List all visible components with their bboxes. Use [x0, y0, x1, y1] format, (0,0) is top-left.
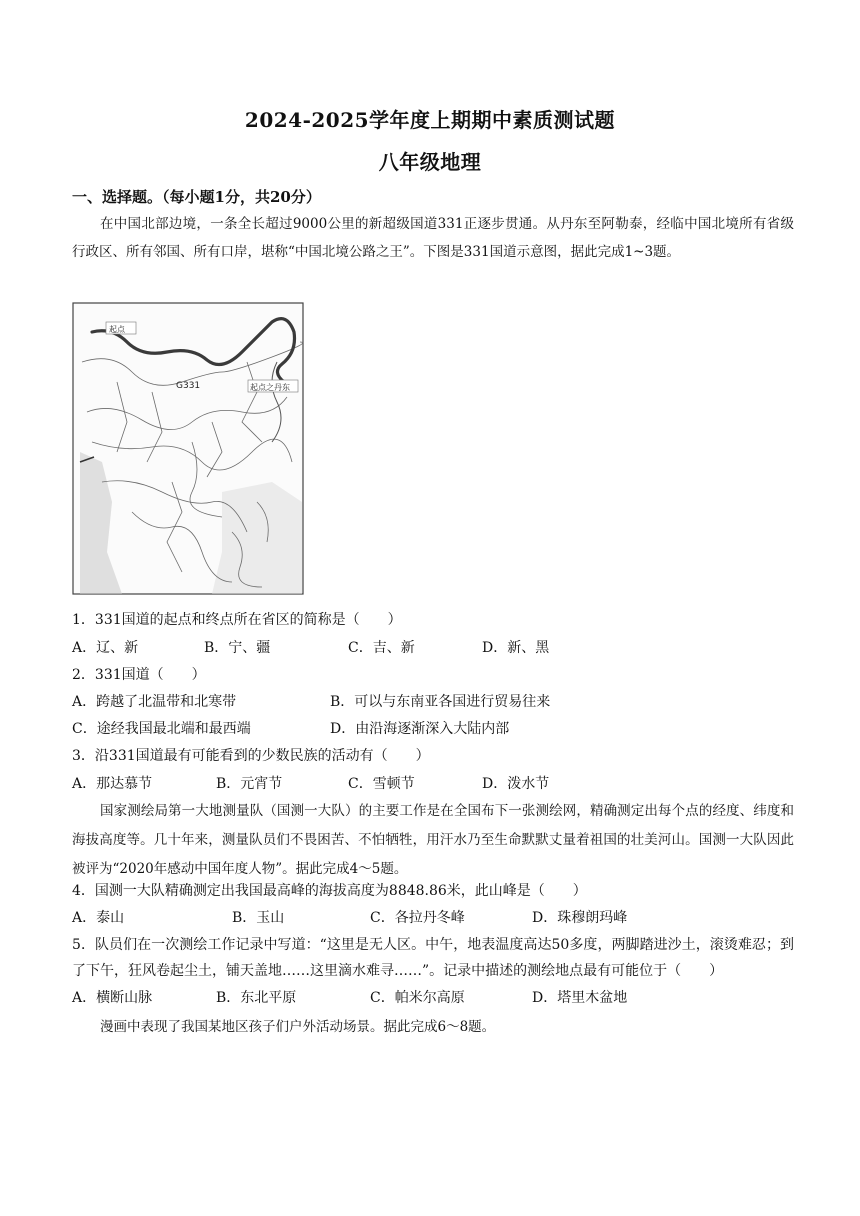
q5-option-c[interactable]: C．帕米尔高原 [370, 990, 465, 1006]
exam-title: 2024-2025学年度上期期中素质测试题 [244, 108, 616, 132]
q1-option-c[interactable]: C．吉、新 [348, 640, 415, 656]
question-3: 3．沿331国道最有可能看到的少数民族的活动有（ ） [72, 748, 430, 764]
passage-3: 漫画中表现了我国某地区孩子们户外活动场景。据此完成6～8题。 [100, 1019, 496, 1035]
passage-2: 国家测绘局第一大地测量队（国测一大队）的主要工作是在全国布下一张测绘网，精确测定出每个点的经度、纬度和海拔高度等。几十年来，测量队员们不畏困苦、不怕牺牲，用汗水乃至生命默默丈量着祖国的壮美河山。国测一大队因此被评为“2020年感动中国年度人物”。据此完成4～5题。 [72, 803, 794, 877]
question-4: 4．国测一大队精确测定出我国最高峰的海拔高度为8848.86米，此山峰是（ ） [72, 883, 587, 899]
g331-route-map [72, 302, 304, 595]
q1-option-b[interactable]: B．宁、疆 [204, 640, 271, 656]
q2-option-a[interactable]: A．跨越了北温带和北寒带 [72, 694, 237, 710]
question-5: 5．队员们在一次测绘工作记录中写道：“这里是无人区。中午，地表温度高达50多度，两脚踏进沙土，滚烫难忍；到了下午，狂风卷起尘土，铺天盖地……这里滴水难寻……”。记录中描述的测绘地点最有可能位于（ ） [72, 937, 794, 979]
passage-1: 在中国北部边境，一条全长超过9000公里的新超级国道331正逐步贯通。从丹东至阿勒泰，经临中国北境所有省级行政区、所有邻国、所有口岸，堪称“中国北境公路之王”。下图是331国道示意图，据此完成1~3题。 [72, 216, 794, 260]
q4-option-c[interactable]: C．各拉丹冬峰 [370, 910, 465, 926]
q5-option-d[interactable]: D．塔里木盆地 [532, 990, 628, 1006]
q3-option-b[interactable]: B．元宵节 [216, 776, 283, 792]
q1-option-a[interactable]: A．辽、新 [72, 640, 139, 656]
q4-option-b[interactable]: B．玉山 [232, 910, 285, 926]
map-label-start: 起点 [109, 325, 125, 334]
sea-shade-east [212, 482, 302, 594]
q2-option-d[interactable]: D．由沿海逐渐深入大陆内部 [330, 721, 510, 737]
question-1: 1．331国道的起点和终点所在省区的简称是（ ） [72, 612, 402, 628]
q5-option-b[interactable]: B．东北平原 [216, 990, 297, 1006]
q2-option-b[interactable]: B．可以与东南亚各国进行贸易往来 [330, 694, 551, 710]
q1-option-d[interactable]: D．新、黑 [482, 640, 550, 656]
exam-subtitle: 八年级地理 [378, 150, 482, 174]
map-label-end: 起点之丹东 [250, 383, 290, 392]
q2-option-c[interactable]: C．途经我国最北端和最西端 [72, 721, 251, 737]
q5-option-a[interactable]: A．横断山脉 [72, 990, 153, 1006]
section-heading: 一、选择题。（每小题1分，共20分） [72, 188, 321, 206]
q3-option-a[interactable]: A．那达慕节 [72, 776, 153, 792]
map-label-g331: G331 [176, 381, 201, 391]
q4-option-d[interactable]: D．珠穆朗玛峰 [532, 910, 628, 926]
question-2: 2．331国道（ ） [72, 667, 206, 683]
q3-option-d[interactable]: D．泼水节 [482, 776, 550, 792]
q3-option-c[interactable]: C．雪顿节 [348, 776, 415, 792]
q4-option-a[interactable]: A．泰山 [72, 910, 125, 926]
